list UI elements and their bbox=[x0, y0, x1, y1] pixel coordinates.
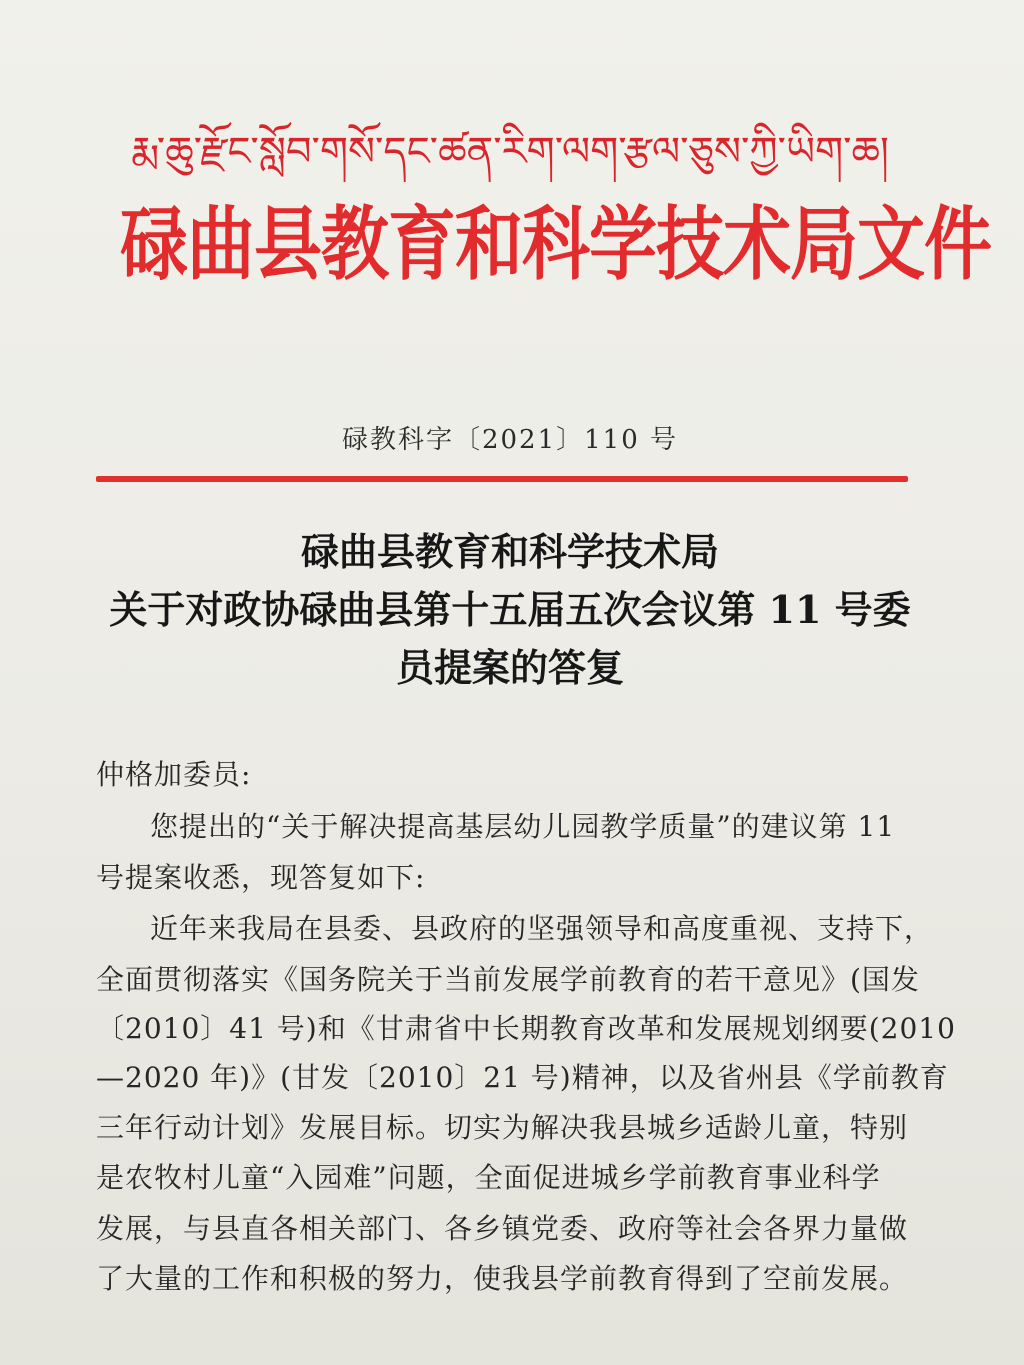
body-line: 了大量的工作和积极的努力，使我县学前教育得到了空前发展。 bbox=[96, 1262, 909, 1295]
document-title-line-2: 关于对政协碌曲县第十五届五次会议第 11 号委 bbox=[109, 587, 911, 632]
document-title-line-3: 员提案的答复 bbox=[395, 645, 624, 690]
body-line: 全面贯彻落实《国务院关于当前发展学前教育的若干意见》(国发 bbox=[96, 963, 920, 996]
body-line: 发展，与县直各相关部门、各乡镇党委、政府等社会各界力量做 bbox=[96, 1212, 909, 1245]
tibetan-agency-header: རྨ་ཆུ་རྫོང་སློབ་གསོ་དང་ཚན་རིག་ལག་རྩལ་ཅུས་ཀྱི་ཡིག་ཆ། bbox=[131, 129, 889, 175]
body-line: 是农牧村儿童“入园难”问题，全面促进城乡学前教育事业科学 bbox=[96, 1161, 881, 1194]
document-title-line-1: 碌曲县教育和科学技术局 bbox=[300, 529, 719, 574]
agency-title: 碌曲县教育和科学技术局文件 bbox=[120, 198, 992, 293]
body-line: 三年行动计划》发展目标。切实为解决我县城乡适龄儿童，特别 bbox=[96, 1111, 909, 1144]
body-line: 您提出的“关于解决提高基层幼儿园教学质量”的建议第 11 bbox=[150, 810, 896, 843]
salutation: 仲格加委员: bbox=[96, 758, 252, 791]
body-line: 号提案收悉，现答复如下: bbox=[96, 861, 426, 894]
red-divider-line bbox=[96, 476, 908, 482]
body-line: —2020 年)》(甘发〔2010〕21 号)精神，以及省州县《学前教育 bbox=[96, 1061, 949, 1094]
body-line: 〔2010〕41 号)和《甘肃省中长期教育改革和发展规划纲要(2010 bbox=[96, 1012, 956, 1045]
document-number: 碌教科字〔2021〕110 号 bbox=[341, 425, 679, 455]
body-line: 近年来我局在县委、县政府的坚强领导和高度重视、支持下， bbox=[150, 912, 934, 945]
